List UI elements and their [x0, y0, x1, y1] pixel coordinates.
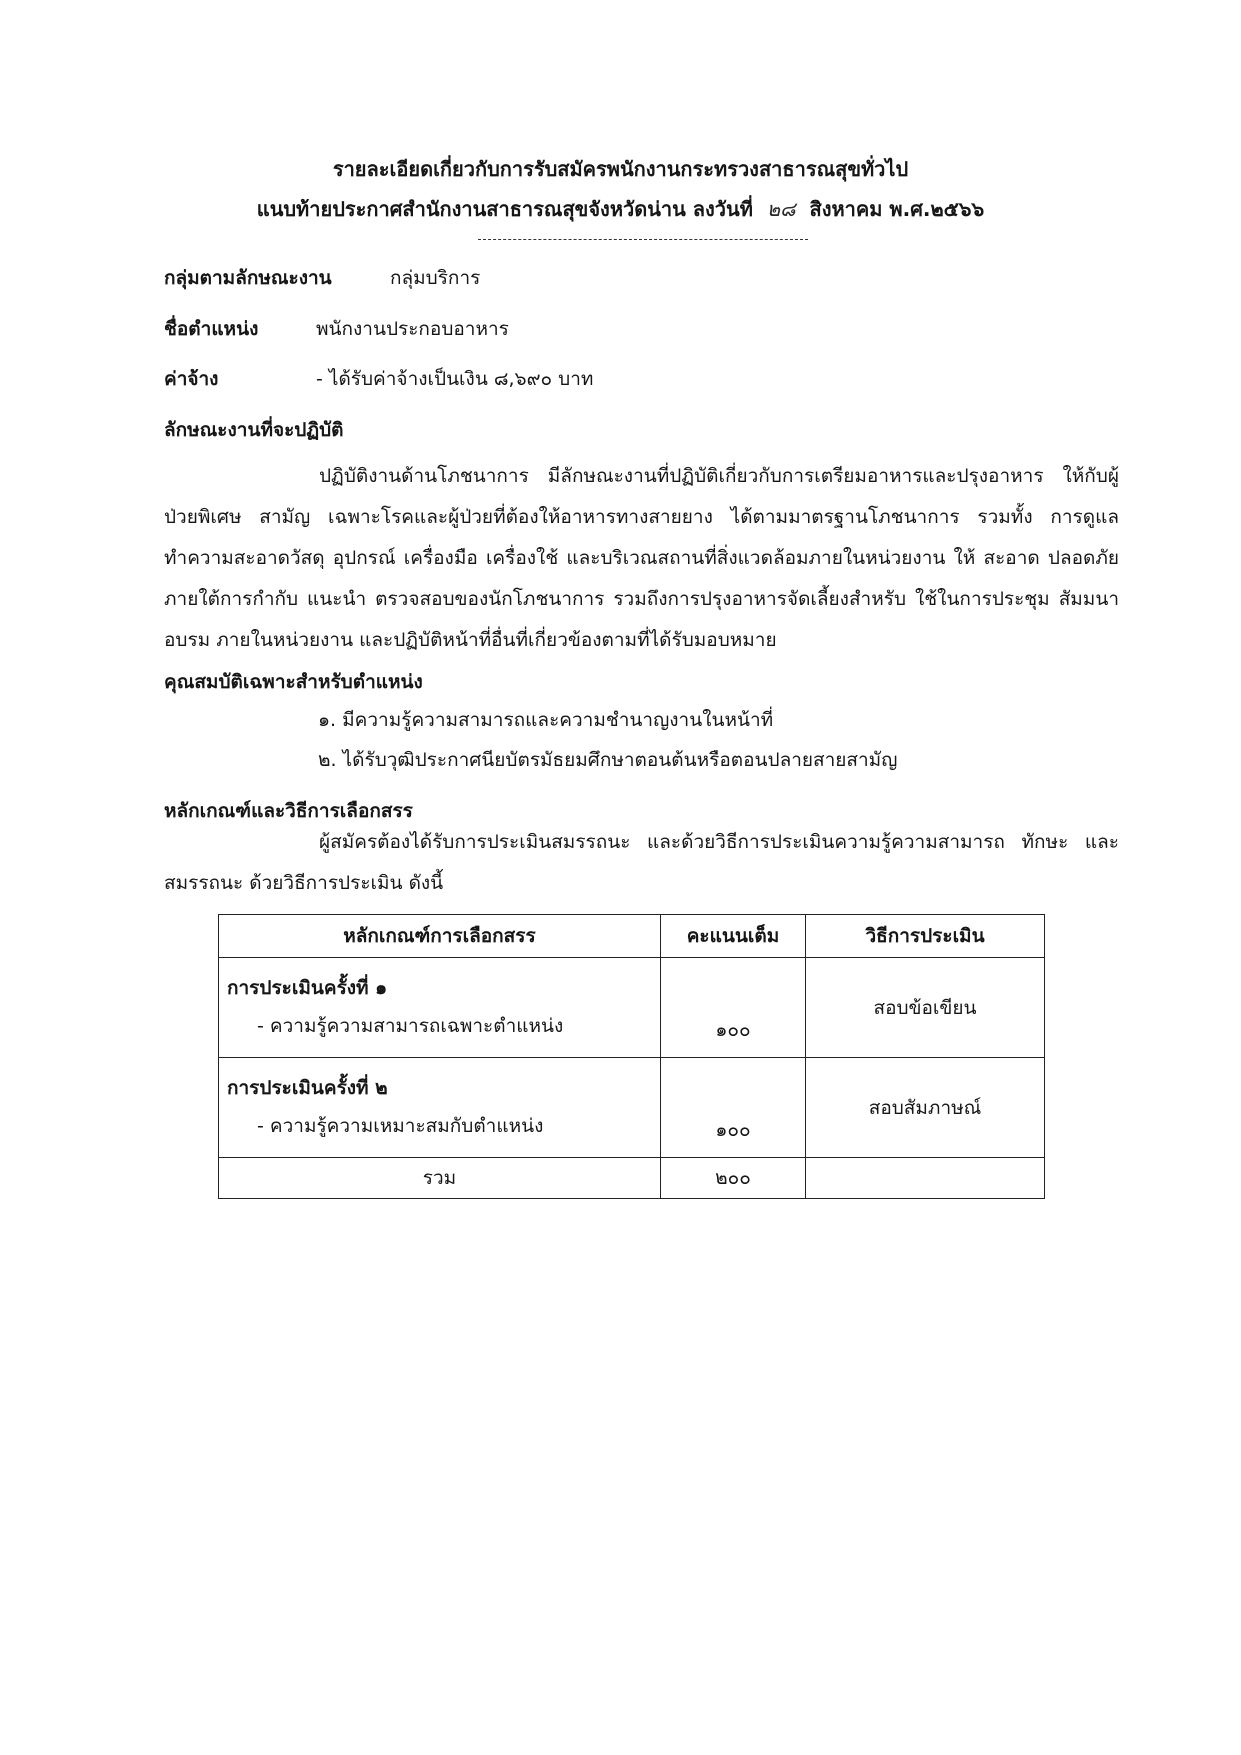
duties-heading: ลักษณะงานที่จะปฏิบัติ — [164, 419, 344, 441]
score-cell: ๑๐๐ — [660, 958, 805, 1058]
selection-criteria-table — [218, 914, 1045, 1199]
document-title: รายละเอียดเกี่ยวกับการรับสมัครพนักงานกระทรวงสาธารณสุขทั่วไป — [332, 157, 909, 181]
table-row — [219, 958, 1045, 1058]
position-row — [164, 314, 509, 344]
round-title: การประเมินครั้งที่ ๑ — [227, 976, 388, 999]
column-header-criteria: หลักเกณฑ์การเลือกสรร — [219, 915, 661, 958]
total-label: รวม — [219, 1158, 661, 1199]
position-label: ชื่อตำแหน่ง — [164, 318, 259, 340]
wage-row — [164, 364, 593, 394]
handwritten-date-day: ๒๘ — [766, 197, 796, 221]
selection-heading: หลักเกณฑ์และวิธีการเลือกสรร — [164, 800, 413, 822]
group-value: กลุ่มบริการ — [390, 267, 481, 289]
dashed-divider — [478, 239, 808, 240]
qualification-item: ๒. ได้รับวุฒิประกาศนียบัตรมัธยมศึกษาตอนต้นหรือตอนปลายสายสามัญ — [318, 749, 898, 771]
group-label: กลุ่มตามลักษณะงาน — [164, 267, 332, 289]
position-value: พนักงานประกอบอาหาร — [316, 318, 509, 340]
score-cell: ๑๐๐ — [660, 1058, 805, 1158]
round-item: - ความรู้ความเหมาะสมกับตำแหน่ง — [257, 1114, 544, 1137]
selection-intro — [164, 822, 1119, 904]
group-row — [164, 263, 480, 293]
duties-text: ปฏิบัติงานด้านโภชนาการ มีลักษณะงานที่ปฏิบัติเกี่ยวกับการเตรียมอาหารและปรุงอาหาร ให้กับผู้ป่วยพิเศษ สามัญ เฉพาะโรคและผู้ป่วยที่ต้องให้อาหารทางสายยาง ได้ตามมาตรฐานโภชนาการ รวมทั้ง การดูแลทำความสะอาดวัสดุ อุปกรณ์ เครื่องมือ เครื่องใช้ และบริเวณสถานที่สิ่งแวดล้อมภายในหน่วยงาน ให้ สะอาด ปลอดภัย ภายใต้การกำกับ แนะนำ ตรวจสอบของนักโภชนาการ รวมถึงการปรุงอาหารจัดเลี้ยงสำหรับ ใช้ในการประชุม สัมมนา อบรม ภายในหน่วยงาน และปฏิบัติหน้าที่อื่นที่เกี่ยวข้องตามที่ได้รับมอบหมาย — [164, 465, 1119, 651]
duties-paragraph — [164, 456, 1119, 661]
round-item: - ความรู้ความสามารถเฉพาะตำแหน่ง — [257, 1014, 564, 1037]
selection-intro-text: ผู้สมัครต้องได้รับการประเมินสมรรถนะ และด้วยวิธีการประเมินความรู้ความสามารถ ทักษะ และสมรรถนะ ด้วยวิธีการประเมิน ดังนี้ — [164, 831, 1119, 894]
criteria-cell — [219, 1058, 661, 1158]
qualification-item: ๑. มีความรู้ความสามารถและความชำนาญงานในหน้าที่ — [318, 709, 774, 731]
qualifications-heading: คุณสมบัติเฉพาะสำหรับตำแหน่ง — [164, 671, 423, 693]
table-row — [219, 1058, 1045, 1158]
criteria-cell — [219, 958, 661, 1058]
wage-value: - ได้รับค่าจ้างเป็นเงิน ๘,๖๙๐ บาท — [316, 368, 594, 390]
table-total-row — [219, 1158, 1045, 1199]
subtitle-prefix: แนบท้ายประกาศสำนักงานสาธารณสุขจังหวัดน่าน ลงวันที่ — [256, 197, 753, 221]
column-header-method: วิธีการประเมิน — [806, 915, 1045, 958]
total-method-empty — [806, 1158, 1045, 1199]
subtitle-suffix: สิงหาคม พ.ศ.๒๕๖๖ — [809, 197, 985, 221]
method-cell: สอบสัมภาษณ์ — [806, 1058, 1045, 1158]
wage-label: ค่าจ้าง — [164, 368, 219, 390]
total-score: ๒๐๐ — [660, 1158, 805, 1199]
column-header-score: คะแนนเต็ม — [660, 915, 805, 958]
method-cell: สอบข้อเขียน — [806, 958, 1045, 1058]
table-header-row — [219, 915, 1045, 958]
round-title: การประเมินครั้งที่ ๒ — [227, 1076, 388, 1099]
document-subtitle — [0, 193, 1241, 225]
